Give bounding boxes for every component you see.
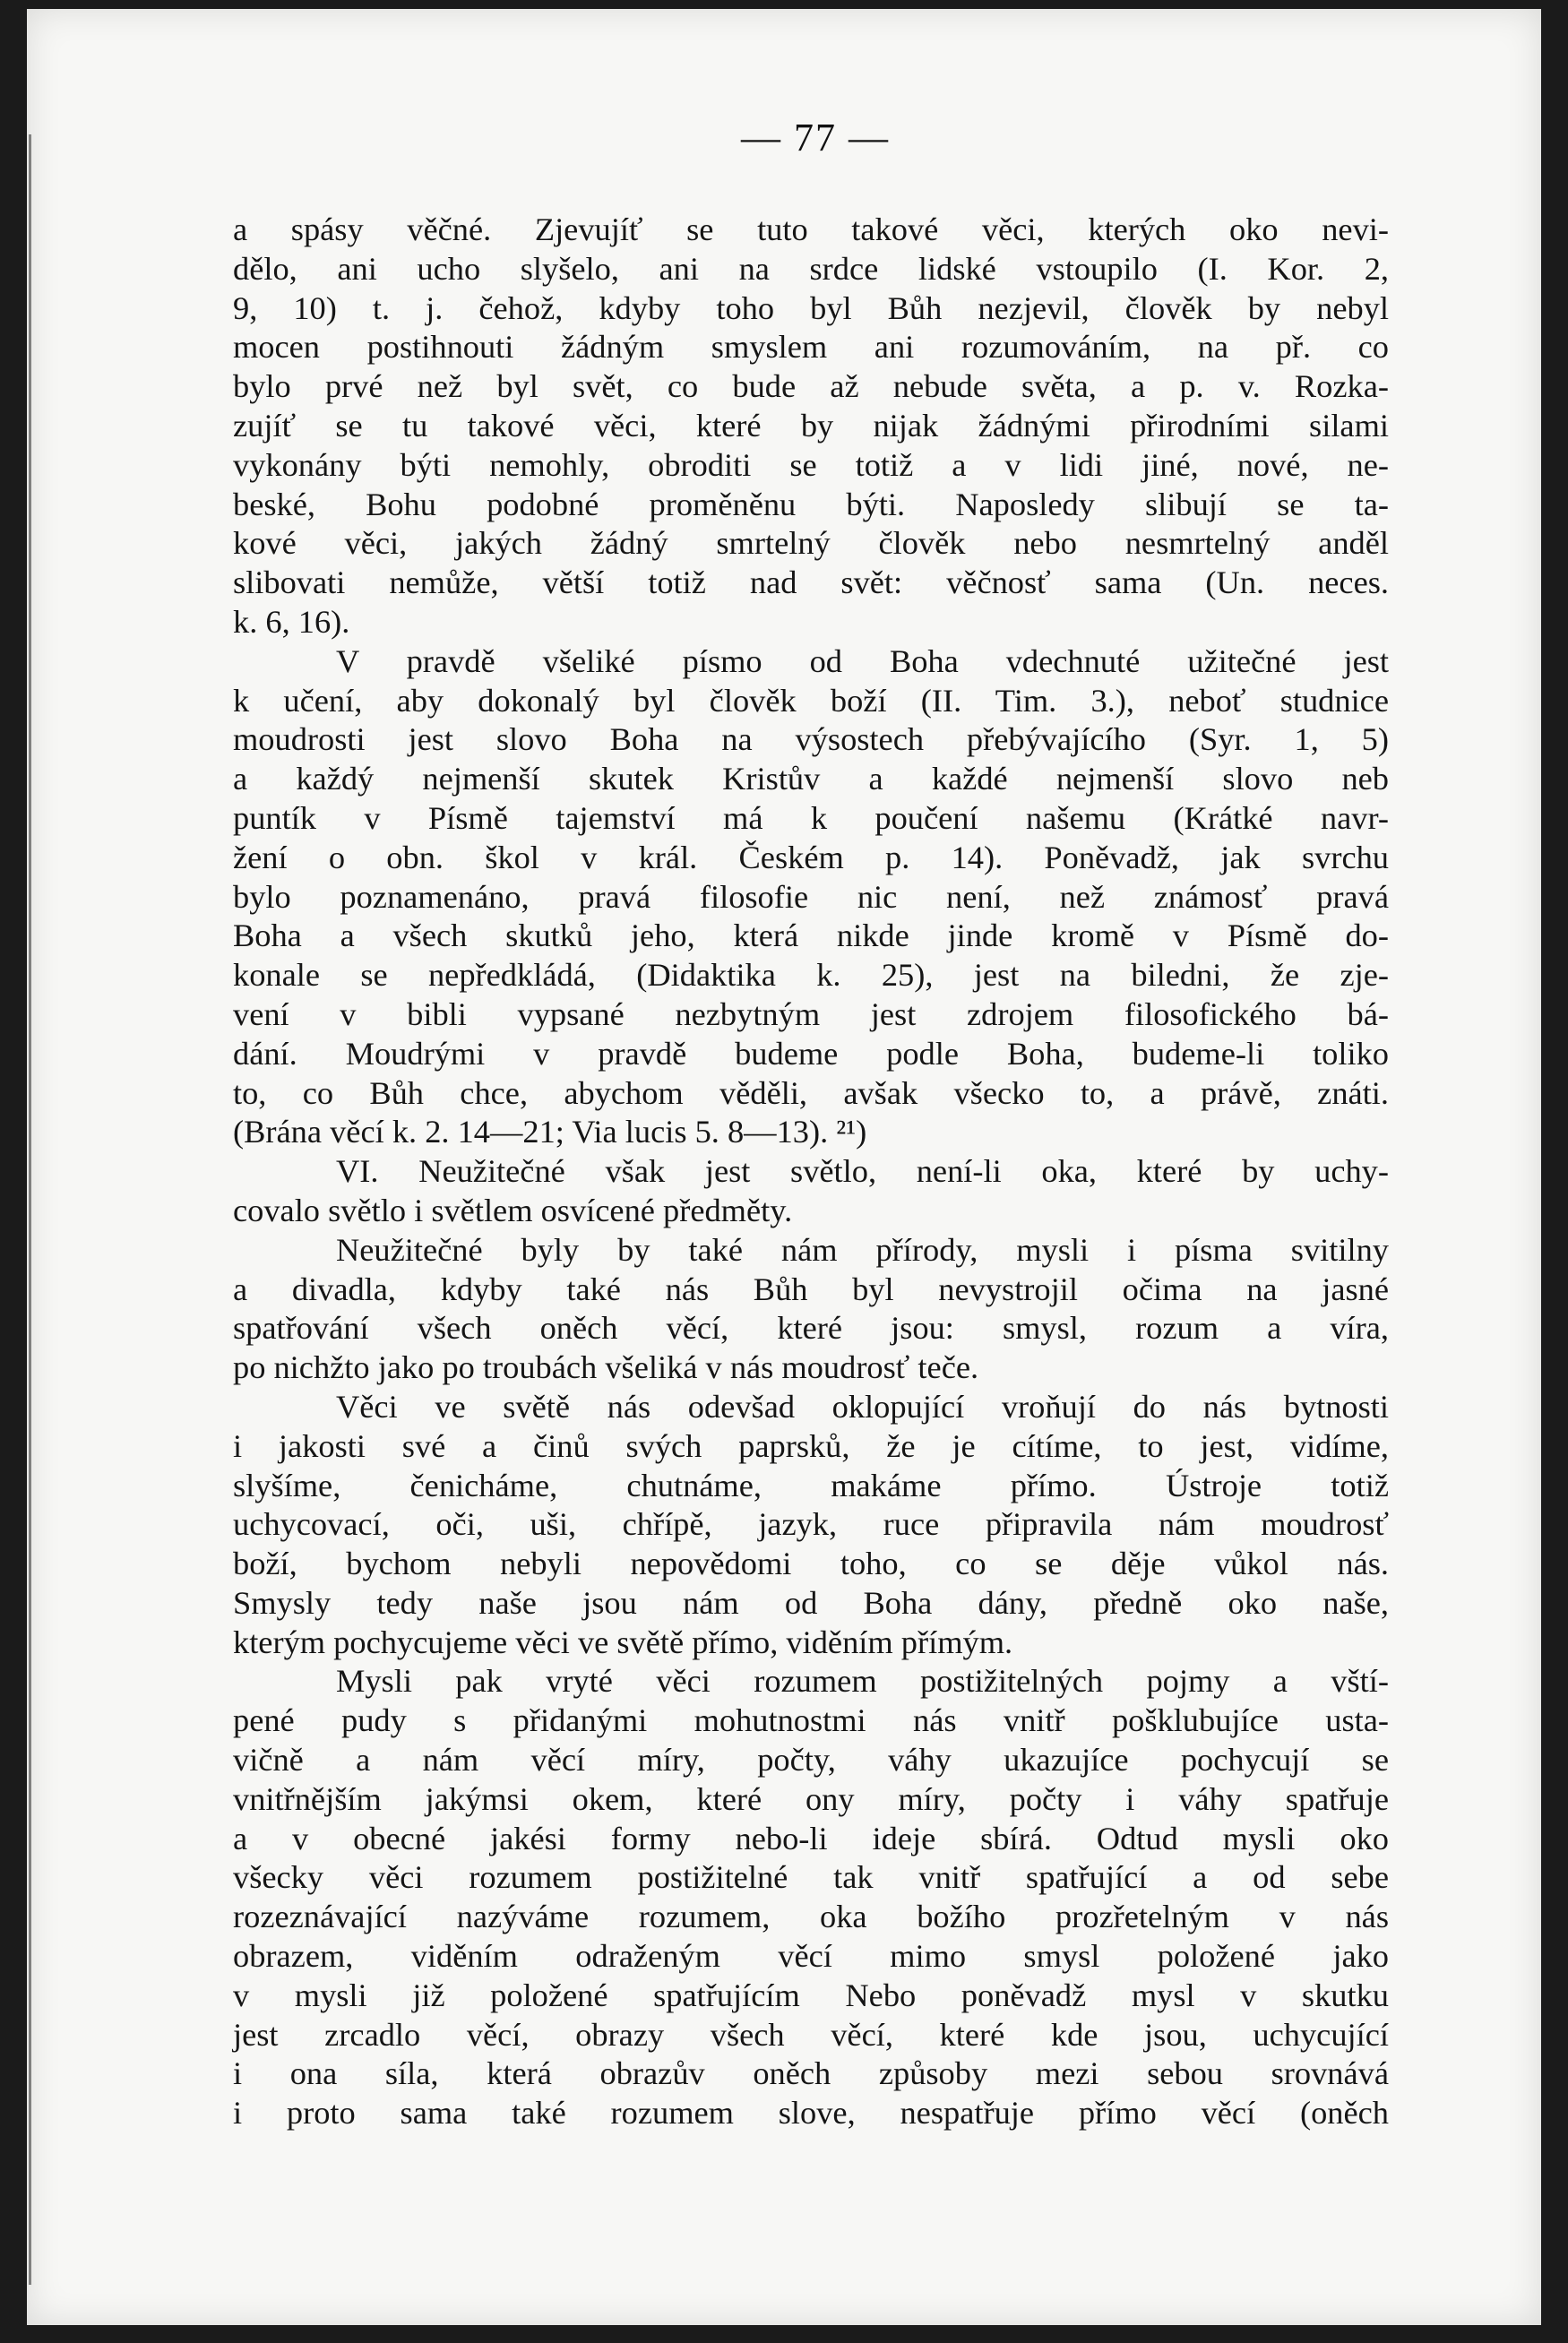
text-line: i ona síla, která obrazův oněch způsoby mezi sebou srovnává — [233, 2055, 1389, 2092]
text-line: dání. Moudrými v pravdě budeme podle Boha, budeme-li toliko — [233, 1035, 1389, 1072]
text-line: Věci ve světě nás odevšad oklopující vroňují do nás bytnosti — [336, 1388, 1389, 1425]
text-line: po nichžto jako po troubách všeliká v nás moudrosť teče. — [233, 1349, 979, 1386]
text-line: a každý nejmenší skutek Kristův a každé nejmenší slovo neb — [233, 761, 1389, 797]
text-line: vnitřnějším jakýmsi okem, které ony míry, počty i váhy spatřuje — [233, 1780, 1389, 1817]
text-line: beské, Bohu podobné proměněnu býti. Naposledy slibují se ta- — [233, 486, 1389, 522]
text-line: a spásy věčné. Zjevujíť se tuto takové věci, kterých oko nevi- — [233, 211, 1389, 247]
page-edge-shadow — [29, 134, 31, 2285]
text-line: Smysly tedy naše jsou nám od Boha dány, předně oko naše, — [233, 1584, 1389, 1621]
text-line: a divadla, kdyby také nás Bůh byl nevystrojil očima na jasné — [233, 1271, 1389, 1307]
text-line: to, co Bůh chce, abychom věděli, avšak všecko to, a právě, znáti. — [233, 1074, 1389, 1111]
text-line: boží, bychom nebyli nepovědomi toho, co se děje vůkol nás. — [233, 1546, 1389, 1582]
text-line: rozeznávající nazýváme rozumem, oka božího prozřetelným v nás — [233, 1899, 1389, 1935]
text-line: 9, 10) t. j. čehož, kdyby toho byl Bůh nezjevil, člověk by nebyl — [233, 289, 1389, 326]
text-line: i jakosti své a činů svých paprsků, že je cítíme, to jest, vidíme, — [233, 1427, 1389, 1464]
text-line: Boha a všech skutků jeho, která nikde jinde kromě v Písmě do- — [233, 917, 1389, 954]
text-line: vykonány býti nemohly, obroditi se totiž a v lidi jiné, nové, ne- — [233, 446, 1389, 483]
text-line: obrazem, viděním odraženým věcí mimo smysl položené jako — [233, 1938, 1389, 1975]
text-line: v mysli již položené spatřujícím Nebo poněvadž mysl v skutku — [233, 1977, 1389, 2013]
text-line: zujíť se tu takové věci, které by nijak žádnými přirodními silami — [233, 407, 1389, 444]
text-line: i proto sama také rozumem slove, nespatřuje přímo věcí (oněch — [233, 2095, 1389, 2132]
text-line: moudrosti jest slovo Boha na výsostech přebývajícího (Syr. 1, 5) — [233, 721, 1389, 758]
text-line: spatřování všech oněch věcí, které jsou: smysl, rozum a víra, — [233, 1310, 1389, 1347]
text-line: bylo prvé než byl svět, co bude až nebude světa, a p. v. Rozka- — [233, 368, 1389, 405]
text-line: covalo světlo i světlem osvícené předměty. — [233, 1192, 793, 1228]
text-line: Mysli pak vryté věci rozumem postižitelných pojmy a vští- — [336, 1663, 1389, 1700]
text-line: uchycovací, oči, uši, chřípě, jazyk, ruce připravila nám moudrosť — [233, 1506, 1389, 1543]
text-line: kterým pochycujeme věci ve světě přímo, viděním přímým. — [233, 1624, 1013, 1660]
text-line: a v obecné jakési formy nebo-li ideje sbírá. Odtud mysli oko — [233, 1820, 1389, 1856]
text-line: mocen postihnouti žádným smyslem ani rozumováním, na př. co — [233, 329, 1389, 366]
text-line: puntík v Písmě tajemství má k poučení našemu (Krátké navr- — [233, 799, 1389, 836]
text-line: Neužitečné byly by také nám přírody, mysli i písma svitilny — [336, 1231, 1389, 1268]
book-page — [27, 9, 1541, 2325]
text-line: slibovati nemůže, větší totiž nad svět: věčnosť sama (Un. neces. — [233, 564, 1389, 601]
text-line: bylo poznamenáno, pravá filosofie nic není, než známosť pravá — [233, 878, 1389, 915]
body-text — [233, 211, 1389, 2133]
text-line: slyšíme, čenicháme, chutnáme, makáme přímo. Ústroje totiž — [233, 1467, 1389, 1503]
text-line: kové věci, jakých žádný smrtelný člověk nebo nesmrtelný anděl — [233, 525, 1389, 562]
text-line: vičně a nám věcí míry, počty, váhy ukazujíce pochycují se — [233, 1742, 1389, 1779]
text-line: vení v bibli vypsané nezbytným jest zdrojem filosofického bá- — [233, 995, 1389, 1032]
text-line: (Brána věcí k. 2. 14—21; Via lucis 5. 8—13). ²¹) — [233, 1114, 867, 1150]
text-line: VI. Neužitečné však jest světlo, není-li oka, které by uchy- — [336, 1153, 1389, 1190]
text-line: pené pudy s přidanými mohutnostmi nás vnitř pošklubujíce usta- — [233, 1702, 1389, 1739]
text-line: žení o obn. škol v král. Českém p. 14). Poněvadž, jak svrchu — [233, 839, 1389, 875]
text-line: jest zrcadlo věcí, obrazy všech věcí, které kde jsou, uchycující — [233, 2016, 1389, 2053]
text-line: V pravdě všeliké písmo od Boha vdechnuté užitečné jest — [336, 642, 1389, 679]
text-line: všecky věci rozumem postižitelné tak vnitř spatřující a od sebe — [233, 1859, 1389, 1896]
text-line: dělo, ani ucho slyšelo, ani na srdce lidské vstoupilo (I. Kor. 2, — [233, 250, 1389, 287]
text-line: k učení, aby dokonalý byl člověk boží (II. Tim. 3.), neboť studnice — [233, 682, 1389, 719]
page-number: — 77 — — [741, 116, 890, 159]
text-line: konale se nepředkládá, (Didaktika k. 25), jest na biledni, že zje- — [233, 957, 1389, 994]
text-line: k. 6, 16). — [233, 603, 350, 640]
